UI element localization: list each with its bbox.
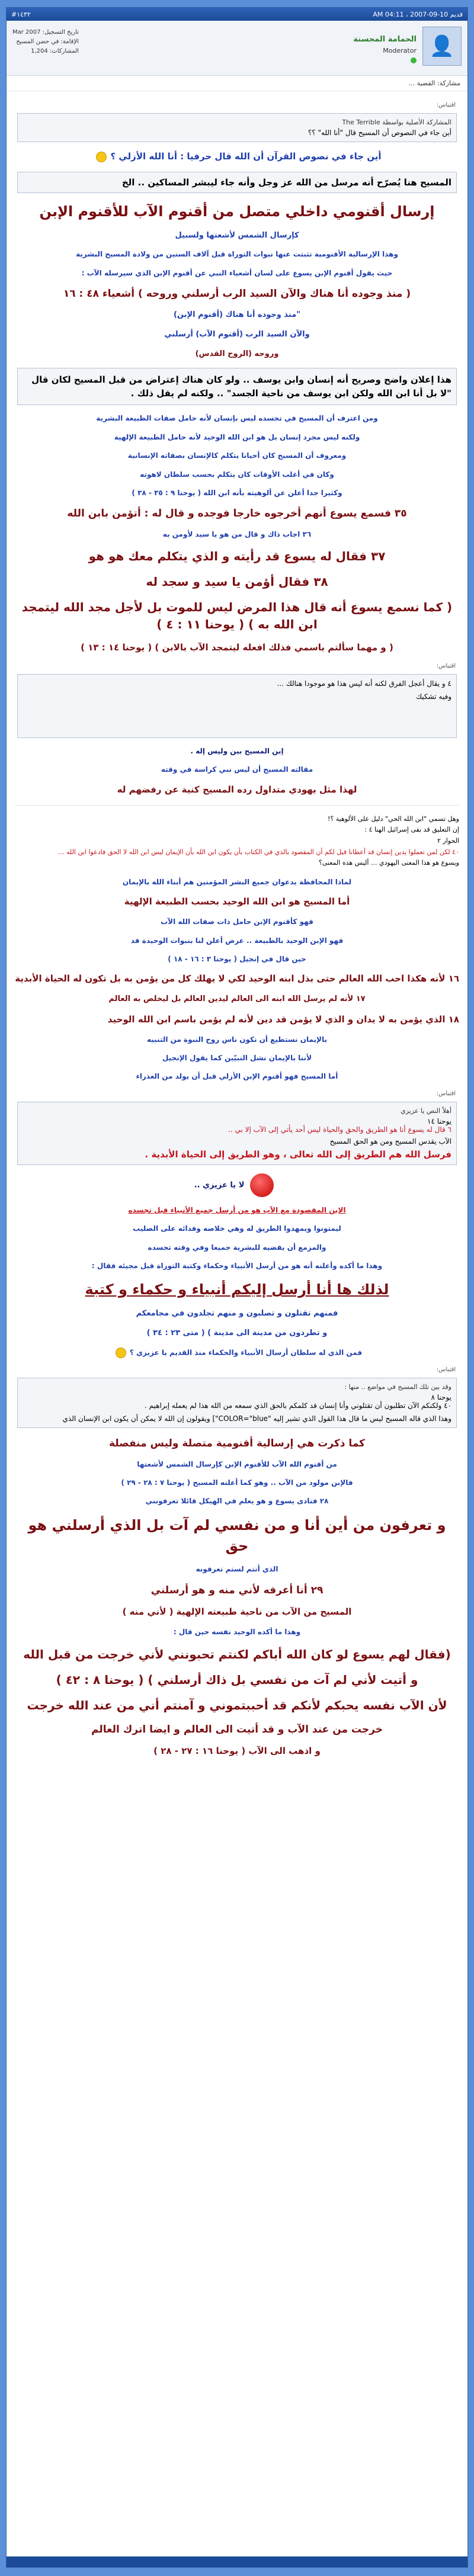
quote-label: اقتباس: xyxy=(436,1090,456,1097)
post-line: ومن اعترف أن المسيح في تجسده ليس بإنسان لأنه حامل صفات الطبيعة البشرية xyxy=(96,414,378,423)
post-line: الحوار ٢ xyxy=(437,836,459,845)
user-post-count: المشاركات: 1,204 xyxy=(31,48,79,54)
post-line: المسيح من الآب من ناحية طبيعته الإلهية ( لأني منه ) xyxy=(122,1606,352,1618)
post-line: ١٧ لأنه لم يرسل الله ابنه الى العالم ليدين العالم بل ليخلص به العالم xyxy=(108,995,366,1004)
post-line: ٣٧ فقال له يسوع قد رأيته و الذي يتكلم معك هو هو xyxy=(88,549,386,564)
post-line: الذي أنتم لستم تعرفونه xyxy=(196,1565,278,1574)
post-line: ( منذ وجوده أنا هناك والآن السيد الرب أرسلني وروحه ) أشعياء ٤٨ : ١٦ xyxy=(63,288,411,300)
post-line: لأن الآب نفسه يحبكم لأنكم قد أحببتموني و آمنتم أني من عند الله خرجت xyxy=(27,1698,447,1712)
quote-text: الآب يقدس المسيح ومن هو الحق المسيح xyxy=(329,1137,451,1146)
post-line: ٣٥ فسمع يسوع أنهم أخرجوه خارجا فوجده و قال له : أتؤمن بابن الله xyxy=(67,508,407,520)
post-line: لأننا بالإيمان نشل النبيّين كما يقول الإنجيل xyxy=(162,1054,312,1063)
post-line: أما المسيح هو ابن الله الوحيد بحسب الطبيعة الإلهية xyxy=(124,896,350,907)
post-line: وروحه (الروح القدس) xyxy=(195,349,279,358)
post-line-text: لا يا عزيزي .. xyxy=(194,1180,245,1190)
post-line: (فقال لهم يسوع لو كان الله أباكم لكنتم تحبونني لأني خرجت من قبل الله xyxy=(23,1647,451,1661)
post-line: وكان في أغلب الأوقات كان يتكلم بحسب سلطان لاهوته xyxy=(140,470,334,479)
post-line: من أقنوم الله الآب للأقنوم الإبن كإرسال الشمس لأشعتها xyxy=(137,1459,337,1468)
post-line: ( و مهما سألتم باسمي فذلك افعله ليتمجد الآب بالابن ) ( يوحنا ١٤ : ١٣ ) xyxy=(81,642,393,653)
quote-box xyxy=(17,368,457,405)
post-line: ٣٦ اجاب ذاك و قال من هو يا سيد لأومن به xyxy=(162,530,312,538)
quote-author: أهلاً النص يا عزيزي xyxy=(401,1106,451,1115)
post-line: ١٦ لأنه هكذا احب الله العالم حتى بذل ابنه الوحيد لكي لا يهلك كل من يؤمن به بل تكون له الحياة الأبدية xyxy=(15,973,459,984)
quote-box xyxy=(17,172,457,193)
divider xyxy=(15,805,459,806)
quote-label: اقتباس: xyxy=(436,102,456,108)
quote-box xyxy=(17,113,457,142)
post-title: مشاركة: القضية ... xyxy=(7,76,467,91)
post-line: ( كما نسمع يسوع أنه قال هذا المرض ليس للموت بل لأجل مجد الله ليتمجد ابن الله به ) ( يوحنا ١١ : ٤ ) xyxy=(21,600,453,632)
post-line: وهذا ما أكده وأعلنه أنه هو من أرسل الأنبياء وحكماء وكتبة التوراة قبل مجيئه فقال : xyxy=(91,1262,383,1271)
post-line: لماذا المحافظة يدعوان جميع البشر المؤمنين هم أبناء الله بالإيمان xyxy=(122,878,352,887)
post-header-bar xyxy=(7,8,467,21)
post-line: خرجت من عند الآب و قد أتيت الى العالم و ايضا اترك العالم xyxy=(91,1723,383,1735)
post-line: ولكنه ليس مجرد إنسان بل هو ابن الله الوحيد لأنه حامل الطبيعة الإلهية xyxy=(114,432,360,441)
avatar-icon[interactable]: 👤 xyxy=(422,27,462,66)
post-line: المسيح هنا يُصرّح أنه مرسل من الله عز وجل وأنه جاء ليبشر المساكين .. الخ xyxy=(121,177,451,188)
post-line-text: فمن الذي له سلطان أرسال الأنبياء والحكماء منذ القديم يا عزيزي ؟ xyxy=(129,1348,363,1357)
user-details xyxy=(12,28,79,56)
post-line: بالإيمان نستطيع أن نكون ناس روح النبوة من التنبيه xyxy=(146,1035,327,1044)
post-line: أما المسيح فهو أقنوم الإبن الأزلي قبل أن يولد من العذراء xyxy=(136,1072,338,1081)
post-body xyxy=(7,91,467,1771)
post-line: ٢٨ فنادى يسوع و هو يعلم في الهيكل قائلا تعرفونني xyxy=(145,1497,329,1506)
post-line xyxy=(15,150,459,163)
post-line xyxy=(15,1348,459,1358)
post-line: وهذا الإرسالية الأقنومية تثبتت عنها نبوات التوراة قبل آلاف السنين من ولادة المسيح البشرية xyxy=(76,250,398,259)
post-line: لهذا مثل يهودي متداول رده المسيح كنية عن رفضهم له xyxy=(117,784,357,795)
post-number[interactable]: #١٤٣٢ xyxy=(11,10,31,18)
post-line: ليمتونوا ويمهدوا الطريق له وهي خلاصه وفدائه على الصليب xyxy=(133,1224,341,1233)
post-line: ٣٨ فقال أؤمن يا سيد و سجد له xyxy=(146,575,328,589)
post-line-text: أين جاء في نصوص القرآن أن الله قال حرفيا : أنا الله الأزلي ؟ xyxy=(110,151,382,162)
post-footer-bar xyxy=(7,2556,467,2567)
post-line: الإبن المقصودة مع الآب هو من أرسل جميع الأنبياء قبل تجسده xyxy=(128,1205,346,1214)
post-line: كإرسال الشمس لأشعتها ولسبيل xyxy=(175,230,299,240)
post-line: كما ذكرت هي إرسالية أقنومية متصلة وليس منفصلة xyxy=(108,1437,366,1449)
user-info-row xyxy=(7,21,467,76)
post-line: ١٨ الذي يؤمن به لا يدان و الذي لا يؤمن قد دين لأنه لم يؤمن باسم ابن الله الوحيد xyxy=(107,1013,459,1025)
post-line: ومعروف أن المسيح كان أحيانا يتكلم كالإنسان بصفاته الإنسانية xyxy=(127,451,347,460)
quote-text: وهذا الذي قاله المسيح ليس ما قال هذا القول الذي تشير إليه "COLOR="blue"] ويقولون إن الله لا يمكن أن يكون ابن الإنسان الذي xyxy=(62,1414,451,1423)
quote-text: ٦ قال له يسوع أنا هو الطريق والحق والحياة ليس أحد يأتي إلى الآب إلا بي .. xyxy=(228,1125,451,1134)
post-line: والآن السيد الرب (أقنوم الآب) أرسلني xyxy=(164,329,310,339)
post-line: وهل تسمي "ابن الله الحي" دليل على الألوهية ؟! xyxy=(328,814,459,823)
quote-box xyxy=(17,1102,457,1165)
post-line: حيث يقول أقنوم الإبن يسوع على لسان أشعياء النبي عن أقنوم الإبن الذي سيرسله الآب : xyxy=(81,268,393,277)
post-line: وهذا ما أكده الوحيد نفسه حين قال : xyxy=(173,1628,301,1637)
quote-text: يوحنا ١٤ xyxy=(427,1117,451,1125)
quote-text: ٤ و يقال أعجل الفرق لكنه أنه ليس هذا هو موجودا هنالك ... xyxy=(277,679,451,688)
post-line: والمزمع أن يقضيه للبشرية جميعا وفي وقته تجسده xyxy=(148,1243,326,1252)
quote-label: اقتباس: xyxy=(436,1366,456,1373)
post-line: و اذهب الى الآب ( يوحنا ١٦ : ٢٧ - ٢٨ ) xyxy=(153,1746,321,1757)
user-join-date: تاريخ التسجيل: Mar 2007 xyxy=(12,29,79,36)
post-line: وكثيرا جدا أعلن عن ألوهيته بأنه ابن الله ( يوحنا ٩ : ٣٥ - ٣٨ ) xyxy=(132,488,342,497)
username-link[interactable]: الحمامة المحسنة xyxy=(353,35,417,44)
quote-author: المشاركة الأصلية بواسطة The Terrible xyxy=(342,118,451,126)
post-line: و أتيت لأني لم آت من نفسي بل ذاك أرسلني ) ( يوحنا ٨ : ٤٢ ) xyxy=(56,1672,418,1687)
smile-icon xyxy=(96,152,107,162)
post-line: ٢٩ أنا أعرفه لأني منه و هو أرسلني xyxy=(150,1584,324,1596)
post-container xyxy=(6,7,468,2568)
post-line: فهو كأقنوم الإبن حامل ذات صفات الله الآب xyxy=(161,918,313,926)
post-line: لذلك ها أنا أرسل إليكم أنبياء و حكماء و كتبة xyxy=(85,1281,389,1298)
post-line: "منذ وجوده أنا هناك (أقنوم الإبن) xyxy=(173,310,301,319)
post-line: و تعرفون من أين أنا و من نفسي لم آت بل الذي أرسلني هو حق xyxy=(28,1516,446,1554)
user-role: Moderator xyxy=(383,47,417,54)
quote-text: ٤٠ ولكنكم الآن تطلبون أن تقتلوني وأنا إنسان قد كلمكم بالحق الذي سمعه من الله هذا لم يعمله إبراهيم . xyxy=(144,1401,451,1410)
post-line xyxy=(15,1173,459,1197)
smile-icon xyxy=(116,1348,126,1358)
post-line: هذا إعلان واضح وصريح أنه إنسان وابن يوسف .. ولو كان هناك إعتراض من قبل المسيح لكان قال "لا بل أنا ابن الله ولكن ابن يوسف من ناحية الجسد" .. ولكنه لم يقل ذلك . xyxy=(31,374,451,399)
post-line: ٤٠ لكن لمن تعملوا يدين إنسان قد أعطانا قيل لكم أن المقصود بالذي في الكتاب بأن يكون ابن الله بأن الإيمان ليس ابن الله لا الحق فادعوا ابن الله ... xyxy=(58,848,459,856)
quote-text: فرسل الله هم الطريق إلى الله تعالى ، وهو الطريق إلى الحياة الأبدية . xyxy=(145,1149,451,1160)
quote-box xyxy=(17,1378,457,1428)
quote-text: يوحنا ٨ xyxy=(431,1393,451,1401)
post-line: ويسوع هو هذا المعنى اليهودي ... أليس هذه المعنى؟ xyxy=(318,859,459,867)
quote-box xyxy=(17,674,457,738)
quote-text: وفيه تشكيك xyxy=(416,692,451,701)
user-location: الإقامة: في حضن المسيح xyxy=(16,39,79,45)
post-line: مقالته المسيح أن ليس نبي كراسة في وقته xyxy=(161,765,313,774)
post-line: حين قال في إنجيل ( يوحنا ٣ : ١٦ - ١٨ ) xyxy=(168,954,306,963)
post-line: فمنهم تقتلون و تصلبون و منهم تجلدون في مجامعكم xyxy=(136,1309,338,1319)
online-status-icon xyxy=(411,57,417,63)
post-date: قديم 10-09-2007 ، 04:11 AM xyxy=(373,10,463,18)
post-line: إرسال أقنومي داخلي متصل من أقنوم الآب للأقنوم الإبن xyxy=(39,203,435,220)
post-line: و تطردون من مدينة الى مدينة ) ( متى ٢٣ : ٣٤ ) xyxy=(146,1329,328,1338)
post-line: فالإبن مولود من الآب .. وهو كما أعلنه المسيح ( يوحنا ٧ : ٢٨ - ٢٩ ) xyxy=(121,1478,353,1487)
quote-author: وقد بين تلك المسيح في مواضع .. منها : xyxy=(344,1382,451,1391)
post-line: إن التعليق قد بقى إسرائيل الهنا ٤ : xyxy=(364,826,459,834)
post-line: إبن المسيح بين وليس إله . xyxy=(190,747,284,756)
quote-label: اقتباس: xyxy=(436,663,456,670)
text-block xyxy=(15,814,459,869)
quote-text: أين جاء في النصوص أن المسيح قال "أنا الله" ؟؟ xyxy=(308,129,451,137)
post-line: فهو الإبن الوحيد بالطبيعة .. عرض أعلن لنا بنبوات الوحيدة قد xyxy=(130,936,344,945)
angry-face-icon xyxy=(250,1173,274,1197)
